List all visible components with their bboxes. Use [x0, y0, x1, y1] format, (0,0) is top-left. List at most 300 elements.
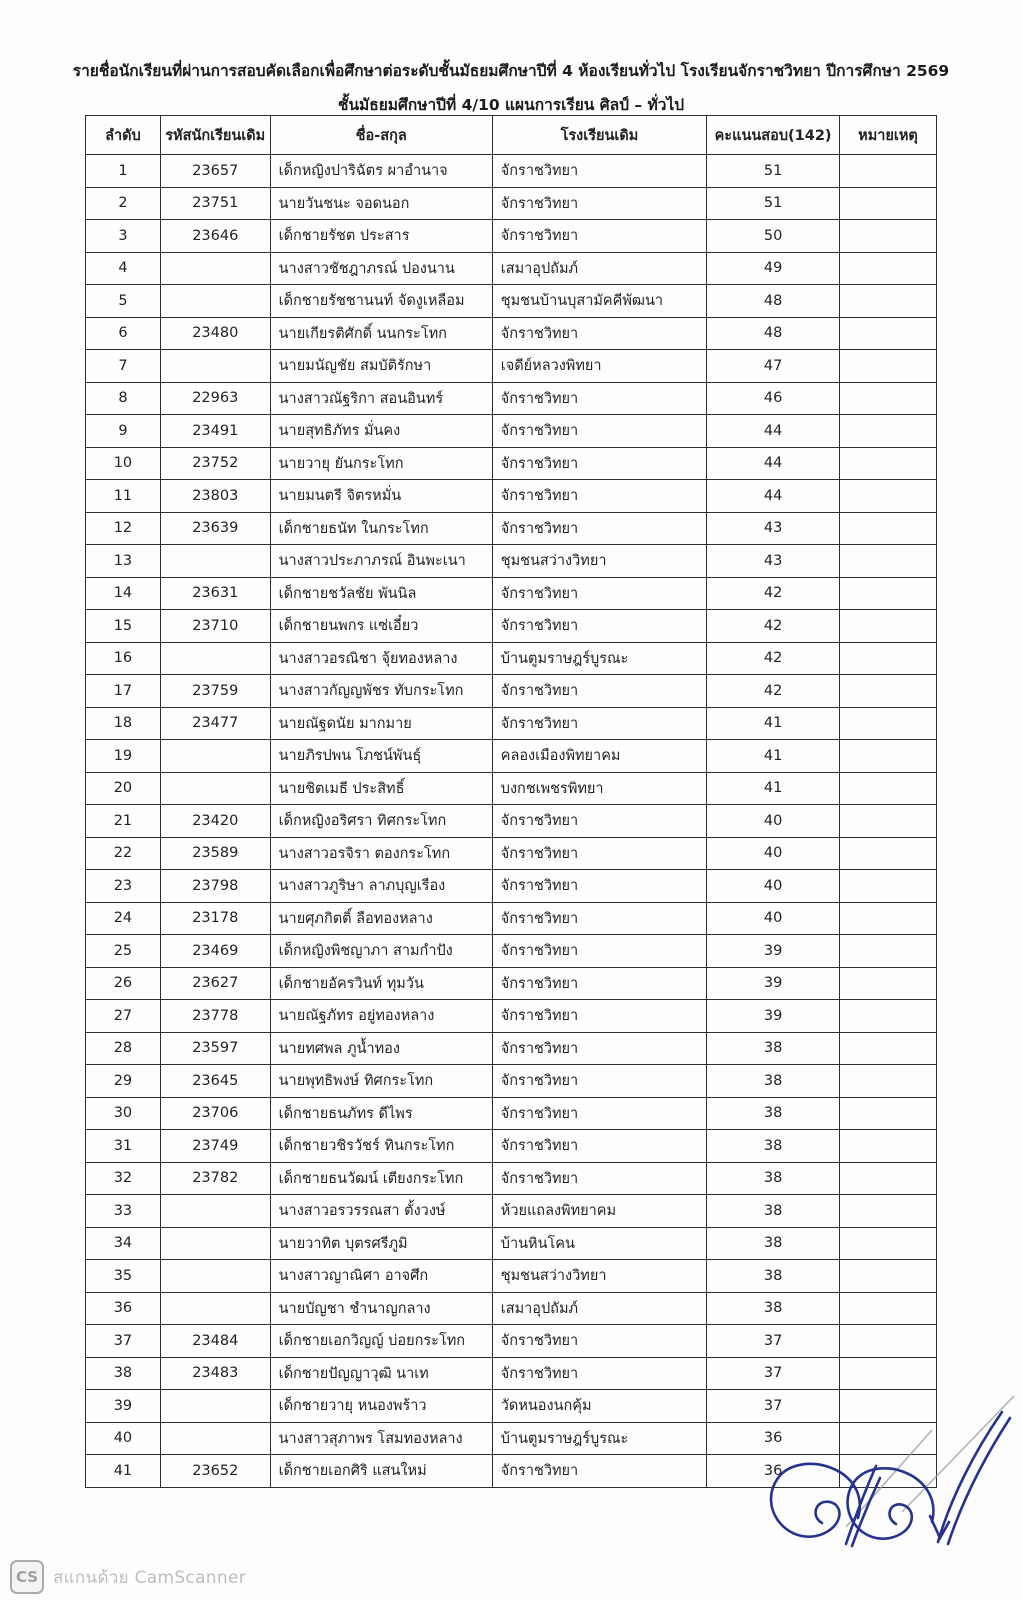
- table-row: [86, 317, 937, 350]
- cell-score: 44: [707, 447, 840, 480]
- cell-score: 50: [707, 220, 840, 253]
- cell-name: เด็กหญิงพิชญาภา สามกำปัง: [270, 935, 492, 968]
- cell-score: 41: [707, 740, 840, 773]
- cell-note: [839, 187, 936, 220]
- cell-score: 38: [707, 1227, 840, 1260]
- cell-note: [839, 317, 936, 350]
- cell-school: จักราชวิทยา: [492, 935, 706, 968]
- cell-score: 40: [707, 837, 840, 870]
- table-row: [86, 1032, 937, 1065]
- cell-school: จักราชวิทยา: [492, 382, 706, 415]
- camscanner-watermark-text: สแกนด้วย CamScanner: [53, 1567, 246, 1588]
- cell-note: [839, 610, 936, 643]
- cell-student-id: 23639: [160, 512, 270, 545]
- cell-student-id: 23657: [160, 155, 270, 188]
- cell-school: จักราชวิทยา: [492, 155, 706, 188]
- table-row: [86, 805, 937, 838]
- cell-no: 39: [86, 1390, 161, 1423]
- table-row: [86, 1065, 937, 1098]
- cell-school: จักราชวิทยา: [492, 1130, 706, 1163]
- document-title: รายชื่อนักเรียนที่ผ่านการสอบคัดเลือกเพื่อศึกษาต่อระดับชั้นมัธยมศึกษาปีที่ 4 ห้องเรียนทั่วไป โรงเรียนจักราชวิทยา ปีการศึกษา 2569: [72, 62, 950, 80]
- table-row: [86, 512, 937, 545]
- cell-note: [839, 447, 936, 480]
- cell-school: ชุมชนสว่างวิทยา: [492, 545, 706, 578]
- cell-name: เด็กชายวายุ หนองพร้าว: [270, 1390, 492, 1423]
- cell-no: 16: [86, 642, 161, 675]
- cell-score: 38: [707, 1162, 840, 1195]
- cell-score: 37: [707, 1325, 840, 1358]
- cell-student-id: [160, 350, 270, 383]
- cell-name: นายวายุ ยันกระโทก: [270, 447, 492, 480]
- cell-no: 1: [86, 155, 161, 188]
- cell-school: เสมาอุปถัมภ์: [492, 252, 706, 285]
- cell-school: จักราชวิทยา: [492, 610, 706, 643]
- cell-note: [839, 805, 936, 838]
- cell-student-id: 23469: [160, 935, 270, 968]
- table-row: [86, 480, 937, 513]
- header-cell-no: ลำดับ: [86, 116, 161, 155]
- cell-score: 38: [707, 1195, 840, 1228]
- cell-school: วัดหนองนกคุ้ม: [492, 1390, 706, 1423]
- cell-name: นางสาวญาณิศา อาจศึก: [270, 1260, 492, 1293]
- table-row: [86, 285, 937, 318]
- table-row: [86, 1357, 937, 1390]
- cell-score: 37: [707, 1357, 840, 1390]
- cell-name: นายภิรปพน โภชน์พันธุ์: [270, 740, 492, 773]
- cell-school: จักราชวิทยา: [492, 317, 706, 350]
- cell-name: นายมนตรี จิตรหมั่น: [270, 480, 492, 513]
- cell-student-id: [160, 1260, 270, 1293]
- cell-note: [839, 220, 936, 253]
- table-row: [86, 1325, 937, 1358]
- table-row: [86, 1097, 937, 1130]
- cell-score: 38: [707, 1130, 840, 1163]
- cell-school: จักราชวิทยา: [492, 1357, 706, 1390]
- cell-score: 42: [707, 675, 840, 708]
- cell-name: เด็กชายธนภัทร ดีไพร: [270, 1097, 492, 1130]
- cell-no: 26: [86, 967, 161, 1000]
- cell-note: [839, 772, 936, 805]
- cell-student-id: 23480: [160, 317, 270, 350]
- cell-score: 51: [707, 155, 840, 188]
- cell-name: เด็กชายรัชต ประสาร: [270, 220, 492, 253]
- cell-name: เด็กชายนพกร แซ่เอี๋ยว: [270, 610, 492, 643]
- cell-student-id: 23491: [160, 415, 270, 448]
- table-row: [86, 577, 937, 610]
- cell-score: 40: [707, 870, 840, 903]
- table-row: [86, 220, 937, 253]
- cell-name: นางสาวอรณิชา จุ้ยทองหลาง: [270, 642, 492, 675]
- cell-no: 8: [86, 382, 161, 415]
- cell-no: 31: [86, 1130, 161, 1163]
- cell-school: จักราชวิทยา: [492, 902, 706, 935]
- cell-school: บงกชเพชรพิทยา: [492, 772, 706, 805]
- cell-school: จักราชวิทยา: [492, 1325, 706, 1358]
- cell-student-id: 23484: [160, 1325, 270, 1358]
- cell-name: นายวาทิต บุตรศรีภูมิ: [270, 1227, 492, 1260]
- cell-student-id: 23751: [160, 187, 270, 220]
- cell-no: 36: [86, 1292, 161, 1325]
- cell-note: [839, 837, 936, 870]
- cell-student-id: [160, 772, 270, 805]
- cell-note: [839, 1195, 936, 1228]
- cell-score: 48: [707, 317, 840, 350]
- cell-score: 36: [707, 1455, 840, 1488]
- cell-school: ชุมชนบ้านบุสามัคคีพัฒนา: [492, 285, 706, 318]
- cell-student-id: [160, 545, 270, 578]
- cell-student-id: 23597: [160, 1032, 270, 1065]
- cell-no: 27: [86, 1000, 161, 1033]
- cell-note: [839, 1357, 936, 1390]
- cell-no: 18: [86, 707, 161, 740]
- cell-name: นางสาวประภาภรณ์ อินพะเนา: [270, 545, 492, 578]
- cell-name: นายศุภกิตติ์ ลือทองหลาง: [270, 902, 492, 935]
- cell-score: 39: [707, 1000, 840, 1033]
- cell-score: 38: [707, 1097, 840, 1130]
- camscanner-logo-icon: CS: [10, 1560, 44, 1594]
- cell-student-id: 23483: [160, 1357, 270, 1390]
- cell-no: 23: [86, 870, 161, 903]
- cell-school: จักราชวิทยา: [492, 1065, 706, 1098]
- cell-student-id: 23798: [160, 870, 270, 903]
- cell-no: 34: [86, 1227, 161, 1260]
- cell-no: 5: [86, 285, 161, 318]
- cell-no: 10: [86, 447, 161, 480]
- table-row: [86, 1195, 937, 1228]
- cell-school: จักราชวิทยา: [492, 1162, 706, 1195]
- cell-name: เด็กหญิงปาริฉัตร ผาอำนาจ: [270, 155, 492, 188]
- cell-note: [839, 545, 936, 578]
- cell-score: 44: [707, 480, 840, 513]
- header-cell-score: คะแนนสอบ(142): [707, 116, 840, 155]
- cell-student-id: [160, 1195, 270, 1228]
- table-row: [86, 902, 937, 935]
- cell-no: 24: [86, 902, 161, 935]
- cell-student-id: 23178: [160, 902, 270, 935]
- cell-name: เด็กหญิงอริศรา ทิศกระโทก: [270, 805, 492, 838]
- cell-student-id: 23589: [160, 837, 270, 870]
- cell-name: นายบัญชา ชำนาญกลาง: [270, 1292, 492, 1325]
- cell-no: 13: [86, 545, 161, 578]
- table-row: [86, 935, 937, 968]
- cell-note: [839, 1390, 936, 1423]
- cell-name: เด็กชายธนวัฒน์ เตียงกระโทก: [270, 1162, 492, 1195]
- cell-score: 51: [707, 187, 840, 220]
- table-row: [86, 447, 937, 480]
- cell-name: นางสาวชัชฎาภรณ์ ปองนาน: [270, 252, 492, 285]
- table-row: [86, 415, 937, 448]
- table-row: [86, 1130, 937, 1163]
- cell-no: 22: [86, 837, 161, 870]
- cell-student-id: [160, 285, 270, 318]
- cell-school: จักราชวิทยา: [492, 870, 706, 903]
- table-row: [86, 382, 937, 415]
- cell-school: จักราชวิทยา: [492, 1000, 706, 1033]
- cell-name: นางสาวณัฐริกา สอนอินทร์: [270, 382, 492, 415]
- cell-no: 2: [86, 187, 161, 220]
- cell-note: [839, 1325, 936, 1358]
- cell-student-id: 23759: [160, 675, 270, 708]
- cell-note: [839, 480, 936, 513]
- cell-score: 41: [707, 772, 840, 805]
- cell-student-id: 23803: [160, 480, 270, 513]
- cell-no: 25: [86, 935, 161, 968]
- cell-school: จักราชวิทยา: [492, 1032, 706, 1065]
- cell-note: [839, 285, 936, 318]
- cell-score: 42: [707, 577, 840, 610]
- cell-no: 7: [86, 350, 161, 383]
- cell-score: 43: [707, 512, 840, 545]
- cell-student-id: 23778: [160, 1000, 270, 1033]
- cell-school: จักราชวิทยา: [492, 967, 706, 1000]
- cell-score: 38: [707, 1292, 840, 1325]
- cell-name: นายวันชนะ จอดนอก: [270, 187, 492, 220]
- cell-name: เด็กชายปัญญาวุฒิ นาเท: [270, 1357, 492, 1390]
- cell-name: เด็กชายรัชชานนท์ จัดงูเหลือม: [270, 285, 492, 318]
- cell-student-id: 23752: [160, 447, 270, 480]
- cell-note: [839, 1455, 936, 1488]
- cell-note: [839, 1065, 936, 1098]
- cell-student-id: 23627: [160, 967, 270, 1000]
- cell-student-id: 23646: [160, 220, 270, 253]
- cell-no: 38: [86, 1357, 161, 1390]
- cell-school: จักราชวิทยา: [492, 837, 706, 870]
- cell-no: 20: [86, 772, 161, 805]
- table-row: [86, 545, 937, 578]
- cell-note: [839, 1422, 936, 1455]
- cell-name: นางสาวกัญญพัชร ทับกระโทก: [270, 675, 492, 708]
- cell-no: 3: [86, 220, 161, 253]
- cell-student-id: [160, 740, 270, 773]
- cell-name: นายทศพล ภูน้ำทอง: [270, 1032, 492, 1065]
- table-row: [86, 837, 937, 870]
- cell-school: ชุมชนสว่างวิทยา: [492, 1260, 706, 1293]
- header-cell-student-id: รหัสนักเรียนเดิม: [160, 116, 270, 155]
- cell-student-id: [160, 252, 270, 285]
- cell-score: 42: [707, 642, 840, 675]
- cell-score: 41: [707, 707, 840, 740]
- cell-note: [839, 1162, 936, 1195]
- cell-note: [839, 740, 936, 773]
- cell-note: [839, 252, 936, 285]
- cell-no: 6: [86, 317, 161, 350]
- table-row: [86, 1455, 937, 1488]
- cell-score: 38: [707, 1260, 840, 1293]
- cell-no: 28: [86, 1032, 161, 1065]
- cell-no: 11: [86, 480, 161, 513]
- cell-score: 47: [707, 350, 840, 383]
- cell-no: 37: [86, 1325, 161, 1358]
- cell-student-id: 22963: [160, 382, 270, 415]
- cell-school: จักราชวิทยา: [492, 707, 706, 740]
- table-row: [86, 1390, 937, 1423]
- cell-student-id: [160, 1227, 270, 1260]
- cell-student-id: 23749: [160, 1130, 270, 1163]
- cell-note: [839, 155, 936, 188]
- cell-school: จักราชวิทยา: [492, 415, 706, 448]
- cell-student-id: 23710: [160, 610, 270, 643]
- cell-name: เด็กชายชวัลชัย พันนิล: [270, 577, 492, 610]
- cell-name: นายพุทธิพงษ์ ทิศกระโทก: [270, 1065, 492, 1098]
- cell-note: [839, 1032, 936, 1065]
- table-row: [86, 187, 937, 220]
- header-cell-name: ชื่อ-สกุล: [270, 116, 492, 155]
- cell-no: 41: [86, 1455, 161, 1488]
- document-subtitle: ชั้นมัธยมศึกษาปีที่ 4/10 แผนการเรียน ศิลป์ – ทั่วไป: [337, 96, 685, 114]
- cell-student-id: 23652: [160, 1455, 270, 1488]
- cell-name: เด็กชายเอกศิริ แสนใหม่: [270, 1455, 492, 1488]
- cell-school: จักราชวิทยา: [492, 1097, 706, 1130]
- cell-no: 30: [86, 1097, 161, 1130]
- cell-note: [839, 967, 936, 1000]
- table-row: [86, 1000, 937, 1033]
- cell-note: [839, 707, 936, 740]
- table-row: [86, 967, 937, 1000]
- cell-score: 48: [707, 285, 840, 318]
- cell-name: เด็กชายธนัท ในกระโทก: [270, 512, 492, 545]
- cell-note: [839, 1130, 936, 1163]
- table-header-row: [86, 116, 937, 155]
- cell-no: 12: [86, 512, 161, 545]
- table-row: [86, 707, 937, 740]
- header-cell-school: โรงเรียนเดิม: [492, 116, 706, 155]
- cell-score: 44: [707, 415, 840, 448]
- cell-name: นายณัฐดนัย มากมาย: [270, 707, 492, 740]
- cell-note: [839, 382, 936, 415]
- cell-name: เด็กชายเอกวิญญ์ บ่อยกระโทก: [270, 1325, 492, 1358]
- cell-note: [839, 577, 936, 610]
- cell-school: บ้านตูมราษฎร์บูรณะ: [492, 1422, 706, 1455]
- cell-no: 40: [86, 1422, 161, 1455]
- cell-school: บ้านหินโคน: [492, 1227, 706, 1260]
- cell-score: 40: [707, 902, 840, 935]
- cell-school: คลองเมืองพิทยาคม: [492, 740, 706, 773]
- cell-student-id: 23782: [160, 1162, 270, 1195]
- cell-note: [839, 512, 936, 545]
- cell-school: เจดีย์หลวงพิทยา: [492, 350, 706, 383]
- cell-name: นายชิตเมธี ประสิทธิ์: [270, 772, 492, 805]
- cell-school: ห้วยแถลงพิทยาคม: [492, 1195, 706, 1228]
- cell-school: จักราชวิทยา: [492, 512, 706, 545]
- cell-no: 29: [86, 1065, 161, 1098]
- student-list-table: [85, 115, 937, 1488]
- cell-school: จักราชวิทยา: [492, 577, 706, 610]
- table-row: [86, 155, 937, 188]
- cell-note: [839, 350, 936, 383]
- cell-no: 15: [86, 610, 161, 643]
- table-row: [86, 1260, 937, 1293]
- table-row: [86, 1292, 937, 1325]
- table-row: [86, 1162, 937, 1195]
- cell-score: 38: [707, 1032, 840, 1065]
- cell-no: 14: [86, 577, 161, 610]
- table-row: [86, 350, 937, 383]
- cell-note: [839, 415, 936, 448]
- cell-note: [839, 642, 936, 675]
- cell-name: นายสุทธิภัทร มั่นคง: [270, 415, 492, 448]
- cell-note: [839, 1227, 936, 1260]
- cell-note: [839, 1000, 936, 1033]
- cell-no: 19: [86, 740, 161, 773]
- cell-note: [839, 1097, 936, 1130]
- table-row: [86, 1227, 937, 1260]
- cell-school: จักราชวิทยา: [492, 220, 706, 253]
- camscanner-footer: [10, 1560, 246, 1594]
- cell-score: 38: [707, 1065, 840, 1098]
- cell-student-id: 23706: [160, 1097, 270, 1130]
- cell-no: 35: [86, 1260, 161, 1293]
- cell-name: นายเกียรติศักดิ์ นนกระโทก: [270, 317, 492, 350]
- table-row: [86, 642, 937, 675]
- cell-school: บ้านตูมราษฎร์บูรณะ: [492, 642, 706, 675]
- cell-note: [839, 935, 936, 968]
- table-row: [86, 675, 937, 708]
- cell-score: 43: [707, 545, 840, 578]
- cell-student-id: [160, 1292, 270, 1325]
- cell-school: เสมาอุปถัมภ์: [492, 1292, 706, 1325]
- cell-note: [839, 675, 936, 708]
- cell-student-id: 23631: [160, 577, 270, 610]
- cell-no: 21: [86, 805, 161, 838]
- cell-score: 39: [707, 935, 840, 968]
- cell-school: จักราชวิทยา: [492, 187, 706, 220]
- cell-note: [839, 1292, 936, 1325]
- cell-no: 32: [86, 1162, 161, 1195]
- table-row: [86, 610, 937, 643]
- cell-no: 33: [86, 1195, 161, 1228]
- cell-note: [839, 902, 936, 935]
- cell-student-id: 23645: [160, 1065, 270, 1098]
- cell-no: 9: [86, 415, 161, 448]
- table-row: [86, 252, 937, 285]
- cell-name: นายณัฐภัทร อยู่ทองหลาง: [270, 1000, 492, 1033]
- cell-no: 4: [86, 252, 161, 285]
- cell-score: 46: [707, 382, 840, 415]
- cell-note: [839, 870, 936, 903]
- cell-student-id: 23477: [160, 707, 270, 740]
- cell-score: 42: [707, 610, 840, 643]
- cell-student-id: [160, 1390, 270, 1423]
- cell-name: นางสาวภูริษา ลาภบุญเรือง: [270, 870, 492, 903]
- table-row: [86, 740, 937, 773]
- cell-score: 37: [707, 1390, 840, 1423]
- cell-note: [839, 1260, 936, 1293]
- cell-name: นายมนัญชัย สมบัติรักษา: [270, 350, 492, 383]
- cell-name: นางสาวอรวรรณสา ตั้งวงษ์: [270, 1195, 492, 1228]
- cell-school: จักราชวิทยา: [492, 675, 706, 708]
- cell-name: เด็กชายวชิรวัชร์ ทินกระโทก: [270, 1130, 492, 1163]
- cell-school: จักราชวิทยา: [492, 805, 706, 838]
- cell-name: นางสาวอรจิรา ตองกระโทก: [270, 837, 492, 870]
- cell-name: เด็กชายอัครวินท์ ทุมวัน: [270, 967, 492, 1000]
- header-cell-note: หมายเหตุ: [839, 116, 936, 155]
- table-row: [86, 1422, 937, 1455]
- cell-score: 49: [707, 252, 840, 285]
- cell-no: 17: [86, 675, 161, 708]
- cell-score: 36: [707, 1422, 840, 1455]
- table-row: [86, 772, 937, 805]
- table-row: [86, 870, 937, 903]
- cell-student-id: [160, 642, 270, 675]
- cell-score: 40: [707, 805, 840, 838]
- cell-school: จักราชวิทยา: [492, 1455, 706, 1488]
- cell-student-id: [160, 1422, 270, 1455]
- cell-school: จักราชวิทยา: [492, 447, 706, 480]
- cell-score: 39: [707, 967, 840, 1000]
- cell-student-id: 23420: [160, 805, 270, 838]
- cell-school: จักราชวิทยา: [492, 480, 706, 513]
- cell-name: นางสาวสุภาพร โสมทองหลาง: [270, 1422, 492, 1455]
